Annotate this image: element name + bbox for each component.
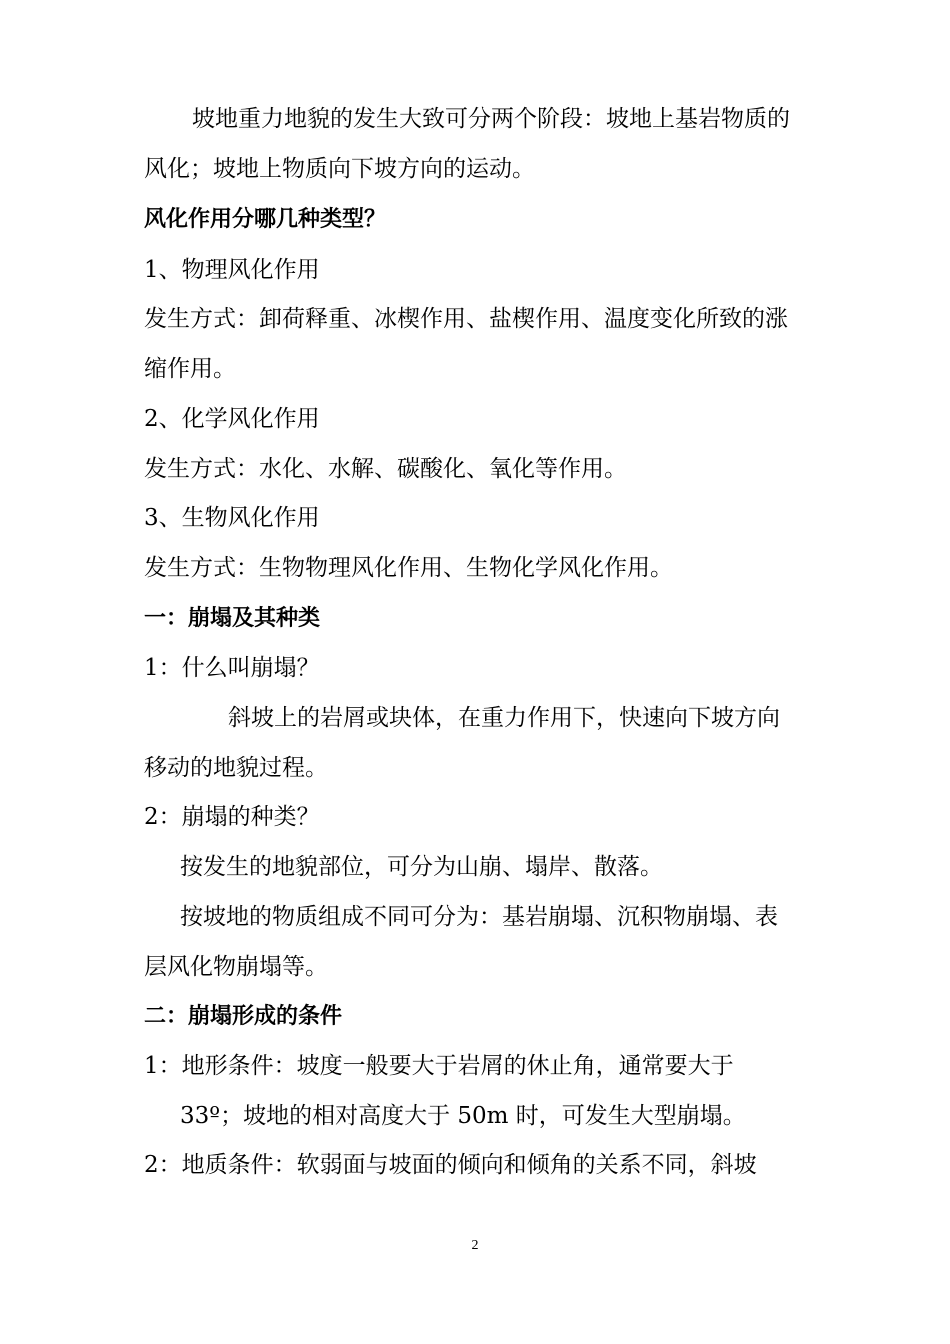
collapse-kinds-by-material-line2: 层风化物崩塌等。: [144, 954, 328, 980]
item-chemical-weathering: 2、化学风化作用: [144, 406, 320, 432]
collapse-definition-line2: 移动的地貌过程。: [144, 755, 328, 781]
heading-collapse-conditions: 二：崩塌形成的条件: [144, 1004, 343, 1029]
terrain-condition-line1: 1：地形条件：坡度一般要大于岩屑的休止角，通常要大于: [144, 1053, 734, 1079]
collapse-kinds-by-material-line1: 按坡地的物质组成不同可分为：基岩崩塌、沉积物崩塌、表: [180, 904, 778, 930]
terrain-condition-line2: 33º；坡地的相对高度大于 50m 时，可发生大型崩塌。: [180, 1103, 746, 1129]
heading-collapse-types: 一：崩塌及其种类: [144, 606, 321, 631]
geology-condition-line1: 2：地质条件：软弱面与坡面的倾向和倾角的关系不同，斜坡: [144, 1152, 757, 1178]
physical-mode-line1: 发生方式：卸荷释重、冰楔作用、盐楔作用、温度变化所致的涨: [144, 306, 788, 332]
paragraph-intro-line1: 坡地重力地貌的发生大致可分两个阶段：坡地上基岩物质的: [192, 106, 790, 132]
collapse-kinds-by-location: 按发生的地貌部位，可分为山崩、塌岸、散落。: [180, 854, 663, 880]
paragraph-intro-line2: 风化；坡地上物质向下坡方向的运动。: [144, 156, 535, 182]
collapse-definition-line1: 斜坡上的岩屑或块体，在重力作用下，快速向下坡方向: [228, 705, 780, 731]
heading-weathering-types: 风化作用分哪几种类型？: [144, 207, 387, 232]
physical-mode-line2: 缩作用。: [144, 356, 236, 382]
question-collapse-kinds: 2：崩塌的种类？: [144, 804, 320, 830]
page-number: 2: [471, 1238, 479, 1253]
biological-mode: 发生方式：生物物理风化作用、生物化学风化作用。: [144, 555, 673, 581]
question-what-is-collapse: 1：什么叫崩塌？: [144, 655, 320, 681]
item-physical-weathering: 1、物理风化作用: [144, 257, 320, 283]
chemical-mode: 发生方式：水化、水解、碳酸化、氧化等作用。: [144, 456, 627, 482]
item-biological-weathering: 3、生物风化作用: [144, 505, 320, 531]
